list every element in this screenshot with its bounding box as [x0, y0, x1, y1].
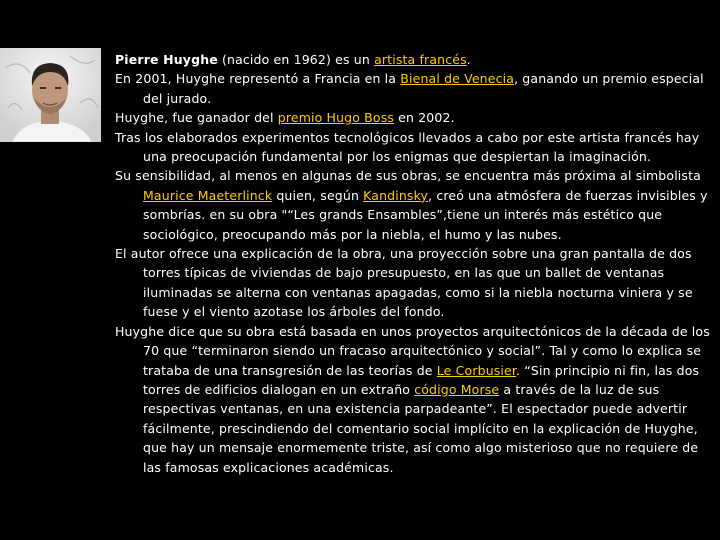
link-código-morse[interactable]: código Morse [414, 381, 500, 397]
text-run: Su sensibilidad, al menos en algunas de sus obras, se encuentra más próxima al simbolista [115, 168, 701, 184]
paragraph-experiments [115, 128, 710, 167]
biography-text [115, 50, 710, 477]
paragraph-sensibility [115, 166, 710, 244]
link-artista-francés[interactable]: artista francés [374, 52, 467, 67]
link-premio-hugo-boss[interactable]: premio Hugo Boss [277, 110, 395, 126]
artist-portrait [0, 48, 101, 142]
portrait-image [0, 48, 101, 142]
text-run: En 2001, Huyghe representó a Francia en la [115, 71, 401, 87]
paragraph-projection [115, 244, 710, 322]
text-run: en 2002. [394, 110, 455, 126]
text-run: . [466, 52, 471, 67]
text-run: , creó una atmósfera de fuerzas invisibles y sombrías. en su obra "“Les grands Ensambles”,tiene un interés más estético que sociológico, preocupando más por la niebla, el humo y las nubes. [143, 187, 708, 242]
paragraph-architecture [115, 322, 710, 477]
text-run: Huyghe, fue ganador del [115, 110, 278, 126]
link-bienal-de-venecia[interactable]: Bienal de Venecia [400, 71, 515, 87]
text-run: Tras los elaborados experimentos tecnológicos llevados a cabo por este artista francés hay una preocupación fundamental por los enigmas que despiertan la imaginación. [115, 129, 700, 165]
text-run: El autor ofrece una explicación de la obra, una proyección sobre una gran pantalla de dos torres típicas de viviendas de bajo presupuesto, en las que un ballet de ventanas iluminadas se alterna con ventanas apagadas, como si la niebla nocturna viniera y se fuese y el viento azotase los árboles del fondo. [115, 246, 693, 320]
paragraph-hugo-boss [115, 108, 710, 127]
text-run: a través de la luz de sus respectivas ventanas, en una existencia parpadeante”. El espectador puede advertir fácilmente, prescindiendo del comentario social implícito en la explicación de Huyghe, que hay un mensaje enormemente triste, así como algo misterioso que no requiere de las famosas explicaciones académicas. [143, 381, 699, 475]
paragraph-venice [115, 69, 710, 108]
link-kandinsky[interactable]: Kandinsky [363, 187, 429, 203]
text-run: . “Sin principio ni fin, las dos torres de edificios dialogan en un extraño [143, 362, 700, 397]
text-run: , ganando un premio especial del jurado. [143, 71, 704, 106]
text-run: Huyghe dice que su obra está basada en unos proyectos arquitectónicos de la década de los 70 que “terminaron siendo un fracaso arquitectónico y social”. Tal y como lo explica se trataba de una transgresión de las teorías de [115, 323, 710, 378]
link-maurice-maeterlinck[interactable]: Maurice Maeterlinck [143, 187, 273, 203]
text-run: (nacido en 1962) es un [217, 52, 375, 67]
link-le-corbusier[interactable]: Le Corbusier [436, 362, 517, 378]
paragraph-intro [115, 50, 710, 69]
artist-name: Pierre Huyghe [115, 52, 218, 67]
text-run: quien, según [272, 187, 364, 203]
